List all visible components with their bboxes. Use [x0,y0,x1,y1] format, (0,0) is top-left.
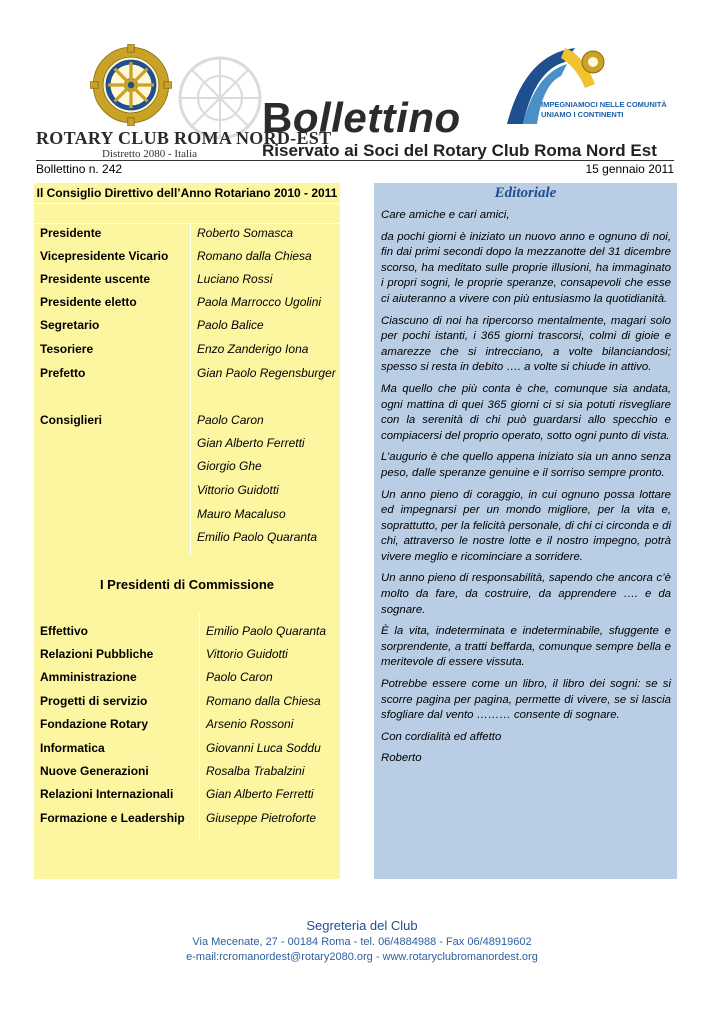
person-name: Romano dalla Chiesa [197,249,312,263]
person-name: Arsenio Rossoni [206,717,294,731]
person-name: Vittorio Guidotti [206,647,288,661]
board-panel [34,183,340,879]
person-name: Rosalba Trabalzini [206,764,305,778]
role-label: Segretario [40,318,100,332]
counsellor-row [34,527,340,549]
role-label: Nuove Generazioni [40,764,149,778]
club-name: ROTARY CLUB ROMA NORD-EST [36,128,332,148]
editorial-paragraph: L’augurio è che quello appena iniziato sia un anno senza peso, dalle speranze genuine e il sorriso sempre pronto. [381,451,671,479]
editorial-panel [374,183,677,879]
person-name: Giorgio Ghe [197,459,262,473]
counsellor-row [34,480,340,502]
person-name: Luciano Rossi [197,272,273,286]
board-heading: Il Consiglio Direttivo dell’Anno Rotariano 2010 - 2011 [36,186,338,200]
commissions-heading-text: I Presidenti di Commissione [99,577,275,592]
person-name: Emilio Paolo Quaranta [206,624,327,638]
editorial-paragraph: È la vita, indeterminata e indeterminabile, sfuggente e sorprendente, a tratti beffarda, comunque sempre bella e meritevole di essere vissuta. [381,625,671,669]
issue-number: Bollettino n. 242 [36,162,123,176]
title-rest: ollettino [292,94,461,141]
role-label: Effettivo [40,624,88,638]
commission-row [34,667,340,689]
role-label: Relazioni Pubbliche [40,647,154,661]
commission-row [34,808,340,830]
person-name: Enzo Zanderigo Iona [197,342,309,356]
editorial-paragraph: Potrebbe essere come un libro, il libro dei sogni: se si scorre pagina per pagina, permette di vivere, se si lascia sfogliare dal vento ……… consente di sognare. [381,678,671,722]
person-name: Paolo Caron [206,670,273,684]
person-name: Giovanni Luca Soddu [206,741,321,755]
footer-contacts: e-mail:rcromanordest@rotary2080.org - www.rotaryclubromanordest.org [186,951,538,963]
person-name: Giuseppe Pietroforte [206,811,317,825]
role-label: Prefetto [40,366,86,380]
editorial-paragraph: Ma quello che più conta è che, comunque sia andata, ogni mattina di quei 365 giorni ci si sia potuti risvegliare con la serenità di chi può guardarsi allo specchio e compiacersi del proprio operato, sotto ogni punto di vista. [381,382,671,442]
counsellors-label: Consiglieri [40,413,103,427]
role-label: Presidente eletto [40,295,137,309]
commission-row [34,621,340,643]
role-label: Progetti di servizio [40,694,148,708]
board-row [34,246,340,268]
editorial-paragraph: Ciascuno di noi ha ripercorso mentalmente, magari solo per pochi istanti, i 365 giorni trascorsi, colmi di gioie e amarezze che si intrecciano, a volte bilanciandosi; spesso si resta in debito …. a volte si chiude in attivo. [381,314,671,374]
person-name: Paola Marrocco Ugolini [197,295,322,309]
campaign-slogan-1: IMPEGNIAMOCI NELLE COMUNITÀ [541,100,667,109]
board-row [34,339,340,361]
page-subtitle: Riservato ai Soci del Rotary Club Roma Nord Est [262,141,657,160]
commission-row [34,644,340,666]
commission-row [34,761,340,783]
counsellor-row [34,410,340,432]
issue-date: 15 gennaio 2011 [585,162,674,176]
role-label: Tesoriere [40,342,94,356]
title-initial: B [262,94,293,141]
counsellor-row [34,456,340,478]
footer-address: Via Mecenate, 27 - 00184 Roma - tel. 06/4884988 - Fax 06/48919602 [192,936,532,948]
board-row [34,223,340,245]
person-name: Paolo Balice [197,318,264,332]
editorial-body [381,208,671,773]
campaign-slogan-2: UNIAMO I CONTINENTI [541,110,624,119]
role-label: Relazioni Internazionali [40,787,174,801]
counsellor-row [34,504,340,526]
commission-row [34,691,340,713]
person-name: Mauro Macaluso [197,507,286,521]
person-name: Gian Paolo Regensburger [197,366,336,380]
commission-row [34,784,340,806]
counsellor-row [34,433,340,455]
board-row [34,363,340,385]
commission-row [34,714,340,736]
footer-title: Segreteria del Club [306,918,418,933]
role-label: Fondazione Rotary [40,717,149,731]
role-label: Vicepresidente Vicario [40,249,169,263]
district-label: Distretto 2080 - Italia [102,148,198,160]
editorial-closing: Con cordialità ed affetto [381,730,502,743]
editorial-heading: Editoriale [494,185,557,201]
commissions-heading [34,577,340,592]
person-name: Paolo Caron [197,413,264,427]
commission-row [34,738,340,760]
board-row [34,315,340,337]
role-label: Amministrazione [40,670,137,684]
role-label: Presidente uscente [40,272,151,286]
editorial-paragraph: Care amiche e cari amici, [381,209,510,221]
person-name: Gian Alberto Ferretti [197,436,305,450]
person-name: Romano dalla Chiesa [206,694,321,708]
person-name: Roberto Somasca [197,226,294,240]
role-label: Informatica [40,741,105,755]
person-name: Emilio Paolo Quaranta [197,530,318,544]
page-title [262,94,461,142]
editorial-signature: Roberto [381,752,422,765]
person-name: Vittorio Guidotti [197,483,279,497]
editorial-paragraph: Un anno pieno di responsabilità, sapendo che ancora c’è molto da fare, da costruire, da apprendere …. e da sognare. [381,572,671,616]
editorial-paragraph: da pochi giorni è iniziato un nuovo anno e ognuno di noi, fin dai primi secondi dopo la mezzanotte del 31 dicembre scorso, ha meditato sulle proprie illusioni, ha immaginato i propri sogni, le proprie speranze, consapevoli che esse ci aiuteranno a vivere con più entusiasmo la quotidianità. [381,230,671,305]
role-label: Presidente [40,226,102,240]
board-row [34,292,340,314]
board-row [34,269,340,291]
header-divider [36,160,674,161]
editorial-paragraph: Un anno pieno di coraggio, in cui ognuno possa lottare ed impegnarsi per un mondo migliore, per la vita e, soprattutto, per la felicità personale, di chi ci circonda e di chi, attraverso le nostre lotte e il nostro impegno, potrà vivere meglio e ricominciare a sorridere. [381,488,671,563]
person-name: Gian Alberto Ferretti [206,787,314,801]
role-label: Formazione e Leadership [40,811,185,825]
rotary-wheel-logo [90,44,172,126]
